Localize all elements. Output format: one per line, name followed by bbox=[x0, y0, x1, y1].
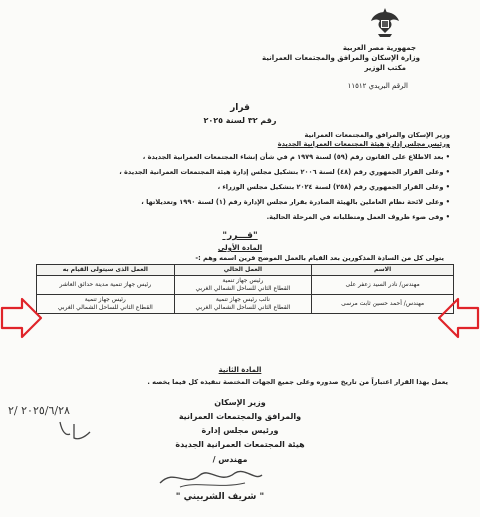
handwritten-date: ٢٠٢٥/٦/٢٨ /٢ bbox=[8, 404, 70, 417]
left-arrow-icon bbox=[0, 296, 44, 340]
table-row bbox=[37, 276, 454, 295]
article-2-text: يعمل بهذا القرار اعتباراً من تاريخ صدوره وعلى جميع الجهات المختصة تنفيذه كل فيما يخصه . bbox=[147, 378, 448, 386]
preamble-item: • وعلى لائحة نظام العاملين بالهيئة الصادرة بقرار مجلس الإدارة رقم (١) لسنة ١٩٩٠ وتعديلاتها ، bbox=[141, 198, 450, 206]
cell-name: مهندس/ أحمد حسين ثابت مرسى bbox=[312, 295, 454, 314]
cell-current: رئيس جهاز تنمية القطاع الثاني للساحل الشمالي الغربي bbox=[174, 276, 312, 295]
signature-line: وزير الإسكان bbox=[214, 398, 266, 407]
article-2-heading: المادة الثانية bbox=[218, 366, 262, 374]
signature-line: ورئيس مجلس إدارة bbox=[201, 426, 279, 435]
issuer-line-1: وزير الإسكان والمرافق والمجتمعات العمرانية bbox=[304, 131, 450, 139]
cell-new: رئيس جهاز تنمية مدينة حدائق العاشر bbox=[37, 276, 175, 295]
eagle-emblem-icon bbox=[370, 6, 400, 40]
cell-current: نائب رئيس جهاز تنمية القطاع الثاني للساحل الشمالي الغربي bbox=[174, 295, 312, 314]
signature-title: مهندس / bbox=[212, 455, 248, 464]
header-office: مكتب الوزير bbox=[364, 64, 406, 72]
col-header-name: الاسم bbox=[312, 265, 454, 276]
right-arrow-icon bbox=[436, 296, 480, 340]
header-country: جمهورية مصر العربية bbox=[342, 44, 416, 52]
col-header-current: العمل الحالي bbox=[174, 265, 312, 276]
decides-heading: "قـــرر" bbox=[222, 231, 258, 241]
table-header-row bbox=[37, 265, 454, 276]
preamble-item: • بعد الاطلاع على القانون رقم (٥٩) لسنة ١٩٧٩ م في شأن إنشاء المجتمعات العمرانية الجديدة ، bbox=[142, 153, 450, 161]
preamble-item: • وعلى القرار الجمهوري رقم (٢٥٨) لسنة ٢٠٢٤ بتشكيل مجلس الوزراء ، bbox=[217, 183, 450, 191]
col-header-new: العمل الذى سيتولى القيام به bbox=[37, 265, 175, 276]
signature-line: والمرافق والمجتمعات العمرانية bbox=[178, 412, 302, 421]
issuer-line-2: ورئيس مجلس إدارة هيئة المجتمعات العمرانية الجديدة bbox=[277, 140, 450, 148]
cell-new: رئيس جهاز تنمية القطاع الثاني للساحل الشمالي الغربي bbox=[37, 295, 175, 314]
signature-line: هيئة المجتمعات العمرانية الجديدة bbox=[175, 440, 305, 449]
article-1-heading: المادة الأولى bbox=[217, 244, 263, 252]
handwritten-signature-icon bbox=[150, 463, 270, 493]
cell-name: مهندس/ نادر السيد زعفر على bbox=[312, 276, 454, 295]
decree-number: رقم ٣٢ لسنة ٢٠٢٥ bbox=[203, 116, 277, 125]
assignments-table bbox=[36, 264, 454, 314]
decree-title: قرار bbox=[230, 103, 250, 113]
preamble-item: • وعلى القرار الجمهوري رقم (٤٨) لسنة ٢٠٠٦ بتشكيل مجلس إدارة هيئة المجتمعات العمرانية الجديدة ، bbox=[119, 168, 450, 176]
table-row bbox=[37, 295, 454, 314]
header-postal: الرقم البريدي ١١٥١٢ bbox=[347, 82, 408, 90]
header-ministry: وزارة الإسكان والمرافق والمجتمعات العمرانية bbox=[261, 54, 420, 62]
initials-mark-icon bbox=[56, 418, 96, 442]
article-1-text: يتولى كل من السادة المذكورين بعد القيام بالعمل الموضح قرين اسمه وهم :- bbox=[195, 254, 444, 262]
minister-name: " شريف الشربيني " bbox=[175, 492, 265, 502]
preamble-item: • وفى ضوء ظروف العمل ومتطلباته في المرحلة الحالية. bbox=[266, 213, 450, 221]
